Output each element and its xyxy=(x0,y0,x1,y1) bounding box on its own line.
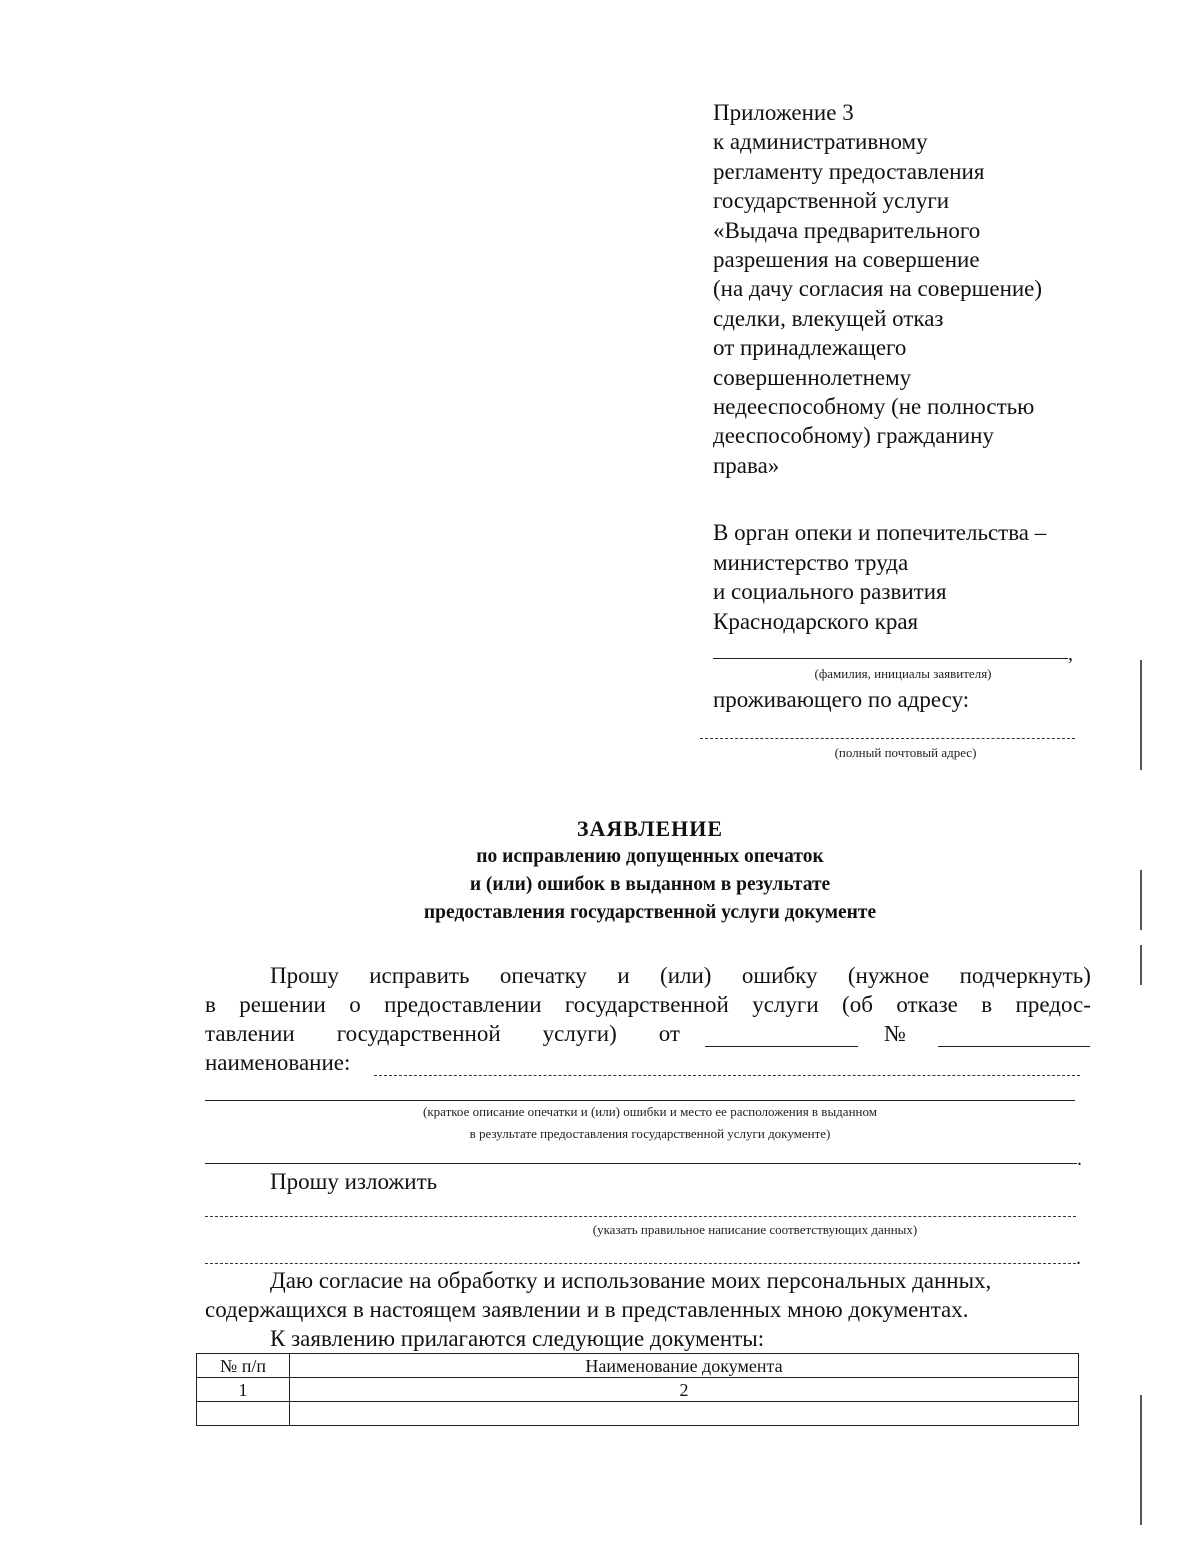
table-header-row xyxy=(197,1354,1079,1378)
appendix-line: права» xyxy=(713,452,780,478)
appendix-line: регламенту предоставления xyxy=(713,158,985,184)
title-sub-line: предоставления государственной услуги документе xyxy=(423,902,877,923)
document-title xyxy=(200,815,1100,927)
table-cell[interactable] xyxy=(290,1402,1079,1426)
number-sign: № xyxy=(884,1021,906,1046)
error-description-field-2[interactable] xyxy=(205,1163,1077,1164)
period-mark: . xyxy=(1077,1148,1082,1170)
appendix-line: совершеннолетнему xyxy=(713,364,912,390)
word: государственной xyxy=(564,992,729,1017)
word: предос- xyxy=(1015,992,1091,1017)
addressee-line: Краснодарского края xyxy=(713,608,919,634)
scan-artifact xyxy=(1140,870,1142,930)
appendix-line: государственной услуги xyxy=(713,188,950,214)
scan-artifact xyxy=(1140,945,1142,985)
error-description-field[interactable] xyxy=(205,1100,1075,1101)
word: государственной xyxy=(336,1021,501,1046)
address-hint: (полный почтовый адрес) xyxy=(834,745,977,760)
living-label: проживающего по адресу: xyxy=(713,687,970,712)
consent-line-2: содержащихся в настоящем заявлении и в представленных мною документах. xyxy=(205,1297,969,1322)
addressee-line: и социального развития xyxy=(713,579,947,604)
word: от xyxy=(658,1021,680,1046)
correct-data-field-2[interactable] xyxy=(205,1263,1076,1264)
word: ошибку xyxy=(741,963,818,988)
error-description-hint-2: в результате предоставления государственной услуги документе) xyxy=(469,1126,831,1141)
word: решении xyxy=(239,992,326,1017)
appendix-line: к административному xyxy=(713,129,928,155)
appendix-header xyxy=(713,98,1113,480)
correct-data-field[interactable] xyxy=(205,1216,1076,1217)
word: в xyxy=(205,992,216,1017)
word: подчеркнуть) xyxy=(959,963,1091,988)
correct-data-hint: (указать правильное написание соответствующих данных) xyxy=(592,1222,918,1237)
attachments-intro: К заявлению прилагаются следующие документы: xyxy=(270,1326,765,1351)
appendix-line: «Выдача предварительного xyxy=(713,217,981,243)
appendix-line: дееспособному) гражданину xyxy=(713,423,994,449)
title-main: ЗАЯВЛЕНИЕ xyxy=(576,816,724,841)
applicant-name-hint: (фамилия, инициалы заявителя) xyxy=(814,666,992,681)
title-sub-line: по исправлению допущенных опечаток xyxy=(476,846,824,867)
word: опечатку xyxy=(499,963,587,988)
word: услуги) xyxy=(542,1021,617,1046)
table-cell[interactable] xyxy=(197,1402,290,1426)
appendix-line: сделки, влекущей отказ xyxy=(713,305,944,331)
name-comma: , xyxy=(1068,643,1073,665)
word: (нужное xyxy=(847,963,930,988)
decision-number-field[interactable] xyxy=(938,1046,1090,1047)
word: (об xyxy=(842,992,873,1017)
word: исправить xyxy=(369,963,470,988)
appendix-line: разрешения на совершение xyxy=(713,247,980,273)
title-sub-line: и (или) ошибок в выданном в результате xyxy=(469,874,831,895)
consent-line-1: Даю согласие на обработку и использование моих персональных данных, xyxy=(270,1268,992,1293)
name-label: наименование: xyxy=(205,1050,351,1075)
table-numbering-row xyxy=(197,1378,1079,1402)
word: отказе xyxy=(896,992,958,1017)
addressee-line: В орган опеки и попечительства – xyxy=(713,520,1047,545)
column-header-number: № п/п xyxy=(197,1354,290,1378)
word: Прошу xyxy=(270,963,339,988)
scan-artifact xyxy=(1140,1395,1142,1525)
numbering-cell: 1 xyxy=(197,1378,290,1402)
word: о xyxy=(349,992,361,1017)
word: и xyxy=(617,963,630,988)
scan-artifact xyxy=(1140,660,1142,770)
column-header-document: Наименование документа xyxy=(290,1354,1079,1378)
error-description-hint-1: (краткое описание опечатки и (или) ошибки и место ее расположения в выданном xyxy=(423,1104,877,1119)
decision-date-field[interactable] xyxy=(705,1046,858,1047)
numbering-cell: 2 xyxy=(290,1378,1079,1402)
address-field[interactable] xyxy=(700,738,1075,739)
word: предоставлении xyxy=(384,992,542,1017)
addressee-line: министерство труда xyxy=(713,549,909,575)
period-mark: . xyxy=(1076,1247,1081,1269)
addressee-block xyxy=(713,518,1113,636)
appendix-line: (на дачу согласия на совершение) xyxy=(713,276,1043,302)
request-line-3 xyxy=(205,1020,680,1049)
request-line-1 xyxy=(270,962,1091,991)
document-name-field[interactable] xyxy=(374,1075,1080,1076)
table-row xyxy=(197,1402,1079,1426)
appendix-line: от принадлежащего xyxy=(713,335,907,361)
appendix-line: Приложение 3 xyxy=(713,100,854,125)
applicant-name-field[interactable] xyxy=(713,658,1068,659)
appendix-line: недееспособному (не полностью xyxy=(713,394,1035,420)
request-line-2 xyxy=(205,991,1091,1020)
word: тавлении xyxy=(205,1021,295,1046)
restate-label: Прошу изложить xyxy=(270,1169,438,1194)
word: услуги xyxy=(752,992,819,1017)
attachments-table xyxy=(196,1353,1079,1426)
word: (или) xyxy=(660,963,712,988)
word: в xyxy=(981,992,993,1017)
